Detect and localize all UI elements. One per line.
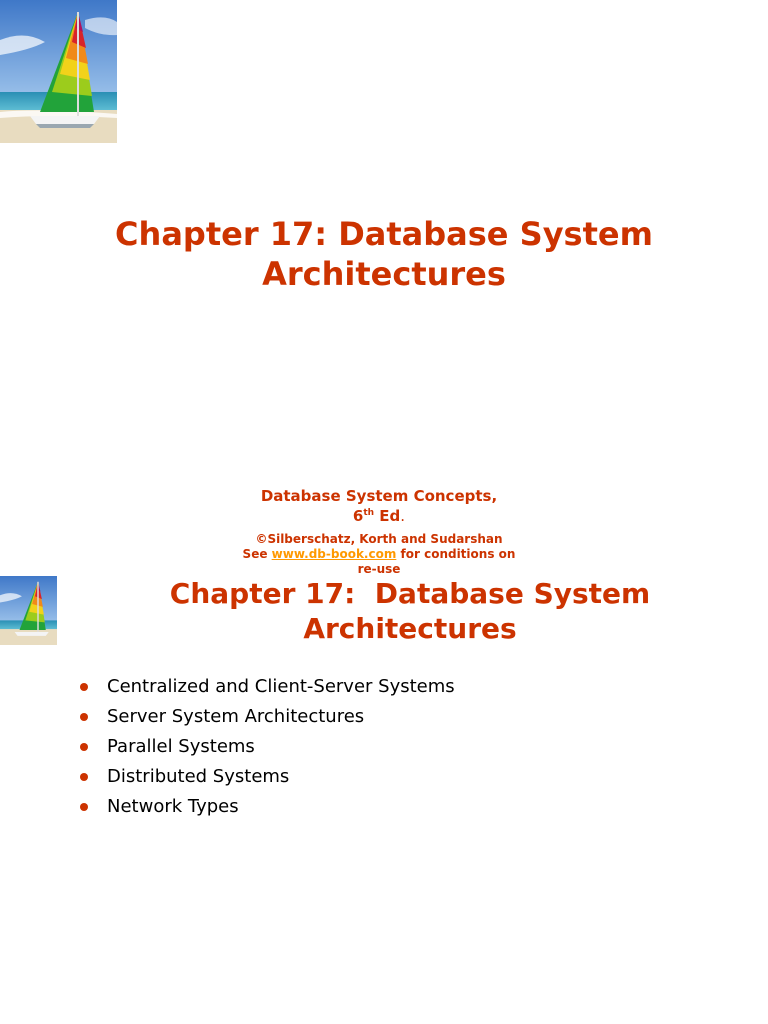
slide-title-line-2: Architectures (303, 612, 517, 645)
list-item-text: Network Types (107, 796, 239, 817)
see-suffix: for conditions on (396, 547, 516, 561)
slide-title-line-1: Chapter 17: Database System (115, 215, 653, 253)
book-credits (200, 486, 558, 577)
slide-title (120, 576, 700, 646)
slide-title-line-1: Chapter 17: Database System (169, 577, 651, 610)
bullet-icon (80, 713, 88, 721)
list-item-text: Parallel Systems (107, 736, 255, 757)
bullet-icon (80, 683, 88, 691)
slide-title (60, 214, 708, 294)
list-item (78, 732, 455, 762)
list-item-text: Distributed Systems (107, 766, 290, 787)
reuse-text: re-use (357, 562, 401, 576)
list-item-text: Server System Architectures (107, 706, 365, 727)
sailboat-logo-image (0, 576, 57, 645)
edition-number: 6 (352, 507, 364, 525)
see-prefix: See (242, 547, 272, 561)
edition-suffix: th (363, 508, 375, 518)
edition-period: . (400, 507, 406, 525)
bullet-icon (80, 743, 88, 751)
slide-title-line-2: Architectures (262, 255, 506, 293)
list-item (78, 672, 455, 702)
topic-list (78, 672, 455, 822)
reuse-notice (200, 547, 558, 562)
list-item (78, 762, 455, 792)
bullet-icon (80, 803, 88, 811)
sailboat-logo-image (0, 0, 117, 143)
copyright-notice: ©Silberschatz, Korth and Sudarshan (255, 532, 503, 546)
bullet-icon (80, 773, 88, 781)
book-title-text: Database System Concepts, (260, 487, 498, 505)
outline-slide (0, 576, 768, 1024)
book-website-link[interactable]: www.db-book.com (271, 547, 397, 561)
book-title (200, 486, 558, 526)
book-edition (200, 506, 558, 526)
list-item-text: Centralized and Client-Server Systems (107, 676, 455, 697)
edition-label: Ed (374, 507, 401, 525)
list-item (78, 792, 455, 822)
list-item (78, 702, 455, 732)
